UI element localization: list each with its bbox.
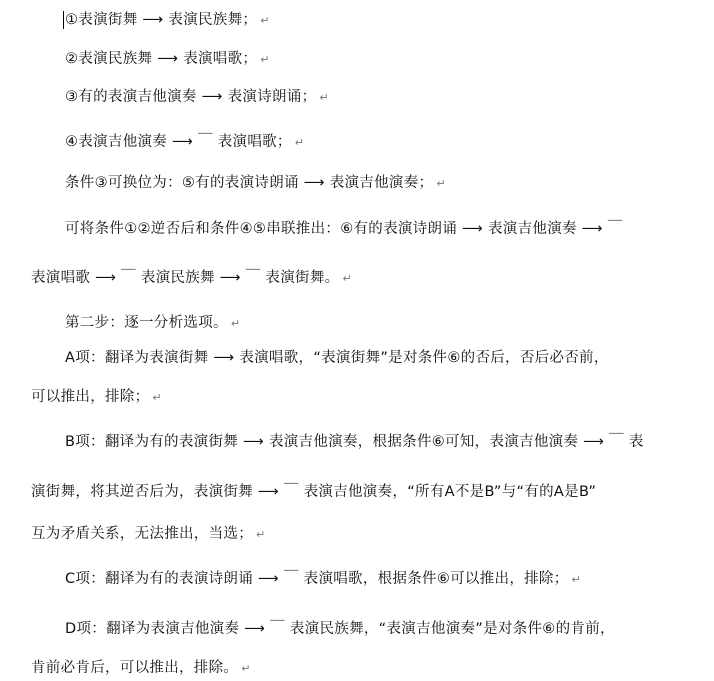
- text-line: [65, 432, 647, 453]
- text-line: [31, 268, 352, 289]
- paragraph-mark-icon: ↵: [319, 91, 329, 104]
- line-text: 互为矛盾关系，无法推出，当选；: [31, 526, 253, 542]
- text-line: [65, 313, 240, 334]
- paragraph-mark-icon: ↵: [260, 14, 270, 27]
- line-text: 可将条件①②逆否后和条件④⑤串联推出：⑥有的表演诗朗诵 ⟶ 表演吉他演奏 ⟶ ￣: [65, 221, 623, 237]
- text-line: [65, 219, 626, 240]
- line-text: 表演唱歌 ⟶ ￣ 表演民族舞 ⟶ ￣ 表演街舞。: [31, 270, 340, 286]
- text-line: [65, 569, 581, 590]
- text-line: [65, 619, 618, 640]
- text-line: [65, 49, 270, 70]
- text-line: [31, 387, 162, 408]
- line-text: 可以推出，排除；: [31, 389, 150, 405]
- text-line: [31, 482, 599, 503]
- line-text: 肯前必肯后，可以推出，排除。: [31, 660, 239, 676]
- line-text: 第二步：逐一分析选项。: [65, 315, 228, 331]
- line-text: ④表演吉他演奏 ⟶ ￣ 表演唱歌；: [65, 134, 292, 150]
- line-text: ①表演街舞 ⟶ 表演民族舞；: [65, 12, 258, 28]
- text-line: [31, 524, 266, 545]
- line-text: C项：翻译为有的表演诗朗诵 ⟶ ￣ 表演唱歌，根据条件⑥可以推出，排除；: [65, 571, 569, 587]
- line-text: B项：翻译为有的表演街舞 ⟶ 表演吉他演奏，根据条件⑥可知，表演吉他演奏 ⟶ ￣ 表: [65, 434, 644, 450]
- text-line: [65, 173, 446, 194]
- line-text: ②表演民族舞 ⟶ 表演唱歌；: [65, 51, 258, 67]
- line-text: 演街舞，将其逆否后为，表演街舞 ⟶ ￣ 表演吉他演奏，“所有A不是B”与“有的A是B”: [31, 484, 597, 500]
- line-text: A项：翻译为表演街舞 ⟶ 表演唱歌，“表演街舞”是对条件⑥的否后，否后必否前，: [65, 350, 609, 366]
- text-line: [31, 658, 251, 679]
- paragraph-mark-icon: ↵: [294, 136, 305, 149]
- line-text: D项：翻译为表演吉他演奏 ⟶ ￣ 表演民族舞，“表演吉他演奏”是对条件⑥的肯前，: [65, 621, 615, 637]
- text-cursor: [63, 11, 64, 29]
- text-line: [65, 132, 304, 153]
- text-line: [65, 10, 270, 31]
- paragraph-mark-icon: ↵: [152, 391, 162, 404]
- line-text: ③有的表演吉他演奏 ⟶ 表演诗朗诵；: [65, 89, 317, 105]
- paragraph-mark-icon: ↵: [436, 177, 446, 190]
- paragraph-mark-icon: ↵: [260, 53, 270, 66]
- paragraph-mark-icon: ↵: [256, 528, 266, 541]
- paragraph-mark-icon: ↵: [342, 272, 352, 285]
- paragraph-mark-icon: ↵: [241, 662, 251, 675]
- paragraph-mark-icon: ↵: [571, 573, 582, 586]
- paragraph-mark-icon: ↵: [230, 317, 241, 330]
- line-text: 条件③可换位为：⑤有的表演诗朗诵 ⟶ 表演吉他演奏；: [65, 175, 434, 191]
- text-line: [65, 348, 612, 369]
- text-line: [65, 87, 329, 108]
